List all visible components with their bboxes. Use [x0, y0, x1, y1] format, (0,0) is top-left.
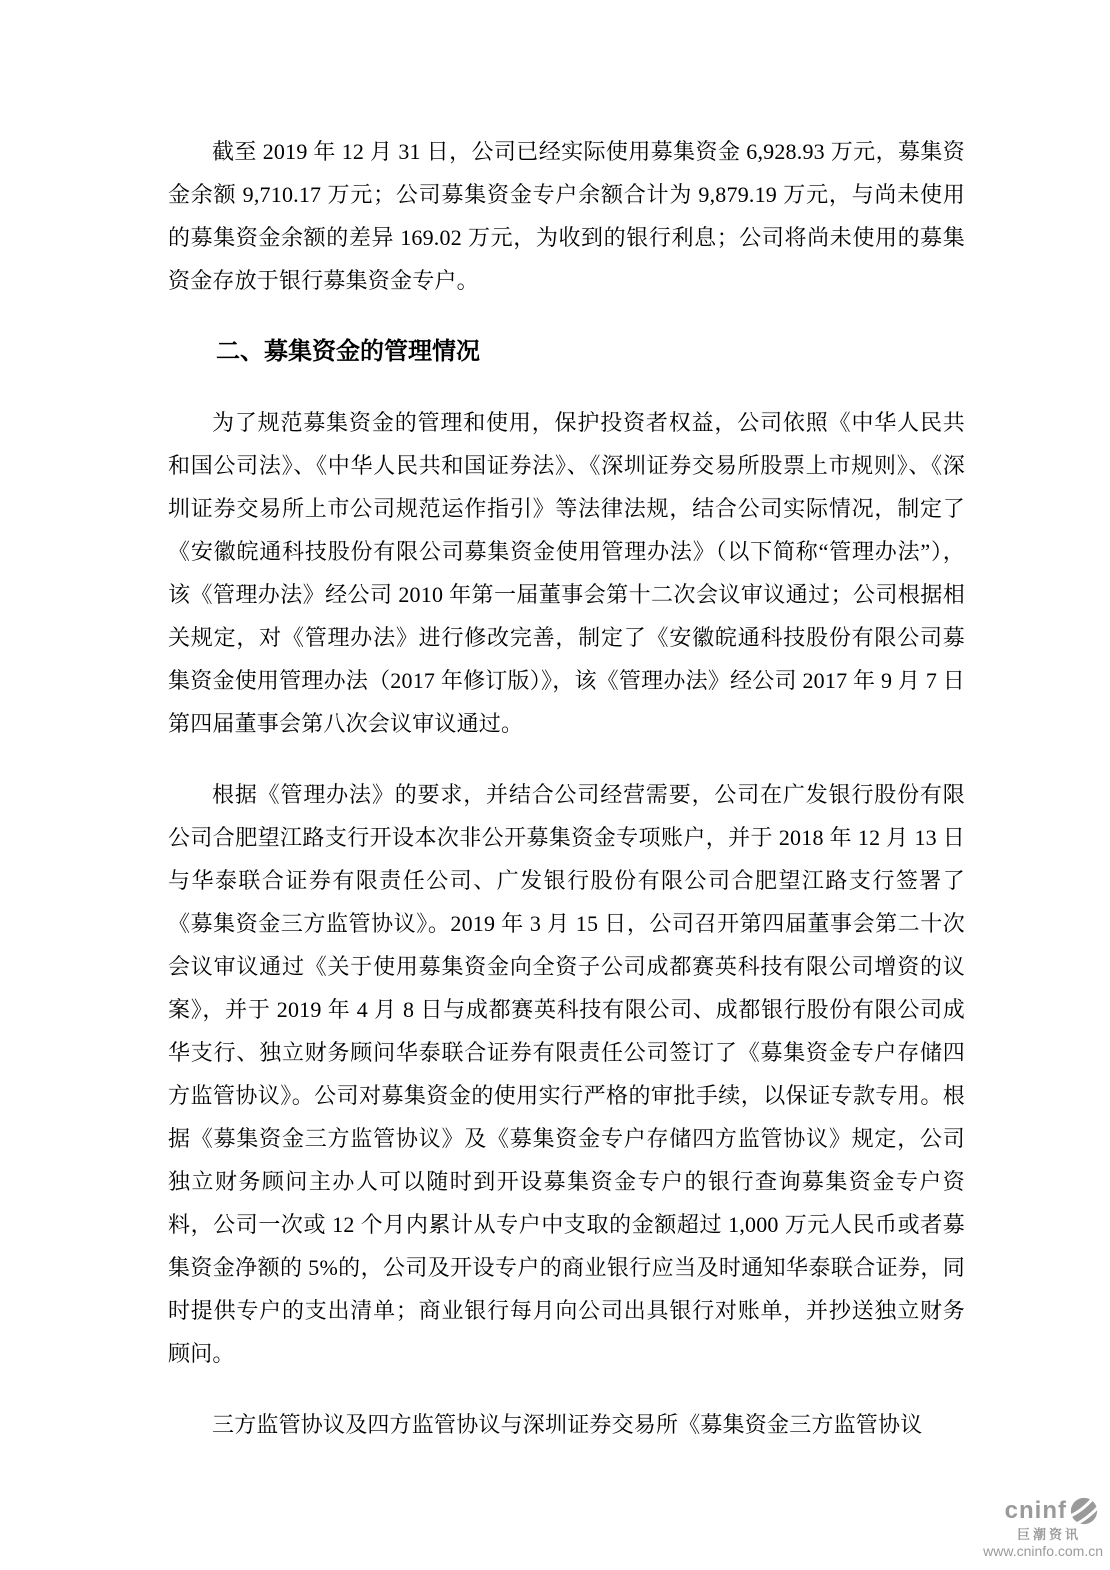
paragraph-supervision-agreements: 根据《管理办法》的要求，并结合公司经营需要，公司在广发银行股份有限公司合肥望江路支行开设本次非公开募集资金专项账户，并于 2018 年 12 月 13 日与华泰联合证券有限责任公司、广发银行股份有限公司合肥望江路支行签署了《募集资金三方监管协议》。2019 年 3 月 15 日，公司召开第四届董事会第二十次会议审议通过《关于使用募集资金向全资子公司成都赛英科技有限公司增资的议案》，并于 2019 年 4 月 8 日与成都赛英科技有限公司、成都银行股份有限公司成华支行、独立财务顾问华泰联合证券有限责任公司签订了《募集资金专户存储四方监管协议》。公司对募集资金的使用实行严格的审批手续，以保证专款专用。根据《募集资金三方监管协议》及《募集资金专户存储四方监管协议》规定，公司独立财务顾问主办人可以随时到开设募集资金专户的银行查询募集资金专户资料，公司一次或 12 个月内累计从专户中支取的金额超过 1,000 万元人民币或者募集资金净额的 5%的，公司及开设专户的商业银行应当及时通知华泰联合证券，同时提供专户的支出清单；商业银行每月向公司出具银行对账单，并抄送独立财务顾问。 [168, 782, 965, 1366]
cninfo-url: www.cninfo.com.cn [983, 1543, 1103, 1559]
document-content [168, 130, 965, 1474]
paragraph-management-measures: 为了规范募集资金的管理和使用，保护投资者权益，公司依照《中华人民共和国公司法》、《中华人民共和国证券法》、《深圳证券交易所股票上市规则》、《深圳证券交易所上市公司规范运作指引》等法律法规，结合公司实际情况，制定了《安徽皖通科技股份有限公司募集资金使用管理办法》（以下简称“管理办法”），该《管理办法》经公司 2010 年第一届董事会第十二次会议审议通过；公司根据相关规定，对《管理办法》进行修改完善，制定了《安徽皖通科技股份有限公司募集资金使用管理办法（2017 年修订版）》，该《管理办法》经公司 2017 年 9 月 7 日第四届董事会第八次会议审议通过。 [168, 410, 965, 736]
cninfo-logo-text: cninf [1004, 1497, 1067, 1524]
cninfo-brand-chinese: 巨潮资讯 [1016, 1527, 1081, 1542]
section-heading-funds-management: 二、募集资金的管理情况 [216, 338, 480, 365]
paragraph-funds-usage-summary: 截至 2019 年 12 月 31 日，公司已经实际使用募集资金 6,928.93 万元，募集资金余额 9,710.17 万元；公司募集资金专户余额合计为 9,879.19 万元，与尚未使用的募集资金余额的差异 169.02 万元，为收到的银行利息；公司将尚未使用的募集资金存放于银行募集资金专户。 [168, 139, 965, 293]
cninfo-sphere-icon [1069, 1496, 1099, 1526]
cninfo-logo [983, 1496, 1099, 1526]
cninfo-watermark [983, 1496, 1103, 1558]
paragraph-agreements-comparison: 三方监管协议及四方监管协议与深圳证券交易所《募集资金三方监管协议 [212, 1412, 923, 1437]
